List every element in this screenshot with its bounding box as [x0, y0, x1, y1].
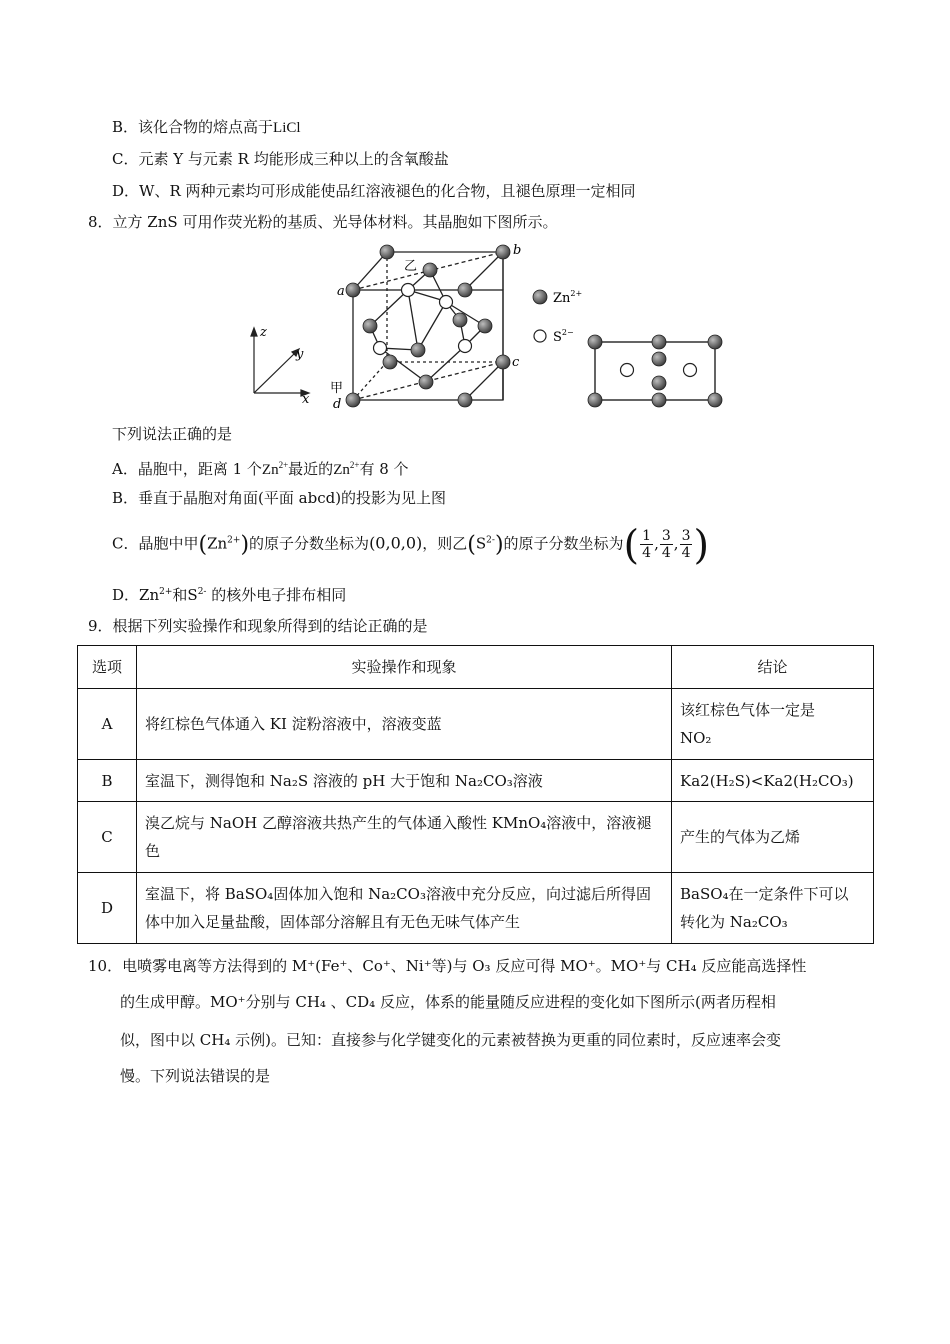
axis-y-label: y — [296, 347, 304, 362]
licl-formula: LiCl — [273, 120, 301, 136]
table-row: D 室温下，将 BaSO₄固体加入饱和 Na₂CO₃溶液中充分反应，向过滤后所得固体中加入足量盐酸，固体部分溶解且有无色无味气体产生 BaSO₄在一定条件下可以 转化为 Na₂CO₃ — [78, 873, 874, 944]
q9-stem: 9．根据下列实验操作和现象所得到的结论正确的是 — [88, 617, 428, 635]
table-row: B 室温下，测得饱和 Na₂S 溶液的 pH 大于饱和 Na₂CO₃溶液 Ka2(H₂S)<Ka2(H₂CO₃) — [78, 760, 874, 802]
zn-ion: $Zn^{2+}$ — [261, 460, 289, 478]
label-jia: 甲 — [330, 381, 344, 396]
q10-line-3: 似，图中以 CH₄ 示例)。已知：直接参与化学键变化的元素被替换为更重的同位素时，反应速率会变 — [120, 1031, 781, 1049]
s-legend-icon — [534, 330, 546, 342]
axis-x-label: x — [302, 392, 310, 407]
q7-option-d: D．W、R 两种元素均可形成能使品红溶液褪色的化合物，且褪色原理一定相同 — [112, 182, 636, 200]
col-conclusion: 结论 — [672, 646, 874, 689]
axis-z-label: z — [260, 325, 267, 340]
fraction-3-4: $\frac{3}{4}$ — [661, 528, 671, 561]
label-yi: 乙 — [404, 259, 418, 274]
label-b: b — [513, 243, 522, 258]
fraction-3-4: $\frac{3}{4}$ — [681, 528, 691, 561]
legend-zn: $Zn^{2+}$ — [553, 289, 583, 306]
experiment-table — [77, 645, 874, 944]
q8-option-d: D．$Zn^{2+}$和$S^{2-}$ 的核外电子排布相同 — [112, 586, 347, 604]
table-row: A 将红棕色气体通入 KI 淀粉溶液中，溶液变蓝 该红棕色气体一定是 NO₂ — [78, 689, 874, 760]
projection-diagram — [588, 335, 722, 407]
q7-option-b — [112, 116, 301, 139]
q7-option-c: C．元素 Y 与元素 R 均能形成三种以上的含氧酸盐 — [112, 150, 449, 168]
q10-line-4: 慢。下列说法错误的是 — [120, 1067, 271, 1085]
label-d: d — [333, 397, 342, 412]
col-option: 选项 — [78, 646, 137, 689]
q8-option-a: A．晶胞中，距离 1 个$Zn^{2+}$最近的$Zn^{2+}$有 8 个 — [112, 460, 409, 478]
label-a: a — [337, 284, 345, 299]
label-c: c — [512, 355, 520, 370]
q10-line-2: 的生成甲醇。MO⁺分别与 CH₄ 、CD₄ 反应，体系的能量随反应进程的变化如下图所示(两者历程相 — [120, 993, 776, 1011]
zns-unit-cell-figure — [240, 240, 740, 415]
q10-line-1: 10．电喷雾电离等方法得到的 M⁺(Fe⁺、Co⁺、Ni⁺等)与 O₃ 反应可得 MO⁺。MO⁺与 CH₄ 反应能高选择性 — [88, 957, 807, 975]
q8-stem: 8．立方 ZnS 可用作荧光粉的基质、光导体材料。其晶胞如下图所示。 — [88, 213, 558, 231]
zn-legend-icon — [533, 290, 547, 304]
col-operation: 实验操作和现象 — [137, 646, 672, 689]
zn-ion: $Zn^{2+}$ — [333, 460, 360, 478]
table-header-row — [78, 646, 874, 689]
q8-option-b: B．垂直于晶胞对角面(平面 abcd)的投影为见上图 — [112, 489, 447, 507]
legend-s: $S^{2-}$ — [553, 328, 574, 345]
table-row: C 溴乙烷与 NaOH 乙醇溶液共热产生的气体通入酸性 KMnO₄溶液中，溶液褪色 产生的气体为乙烯 — [78, 802, 874, 873]
q8-ask: 下列说法正确的是 — [112, 425, 233, 443]
q8-option-c: C．晶胞中甲$(Zn^{2+})$的原子分数坐标为(0,0,0)，则乙$(S^{2-})$的原子分数坐标为( $\frac{1}{4}$ , $\frac{3}{4}$ , $\frac{3}{4}$ ) — [112, 522, 710, 569]
fraction-1-4: $\frac{1}{4}$ — [642, 528, 652, 561]
q7-option-b-text: B．该化合物的熔点高于 — [112, 118, 274, 136]
